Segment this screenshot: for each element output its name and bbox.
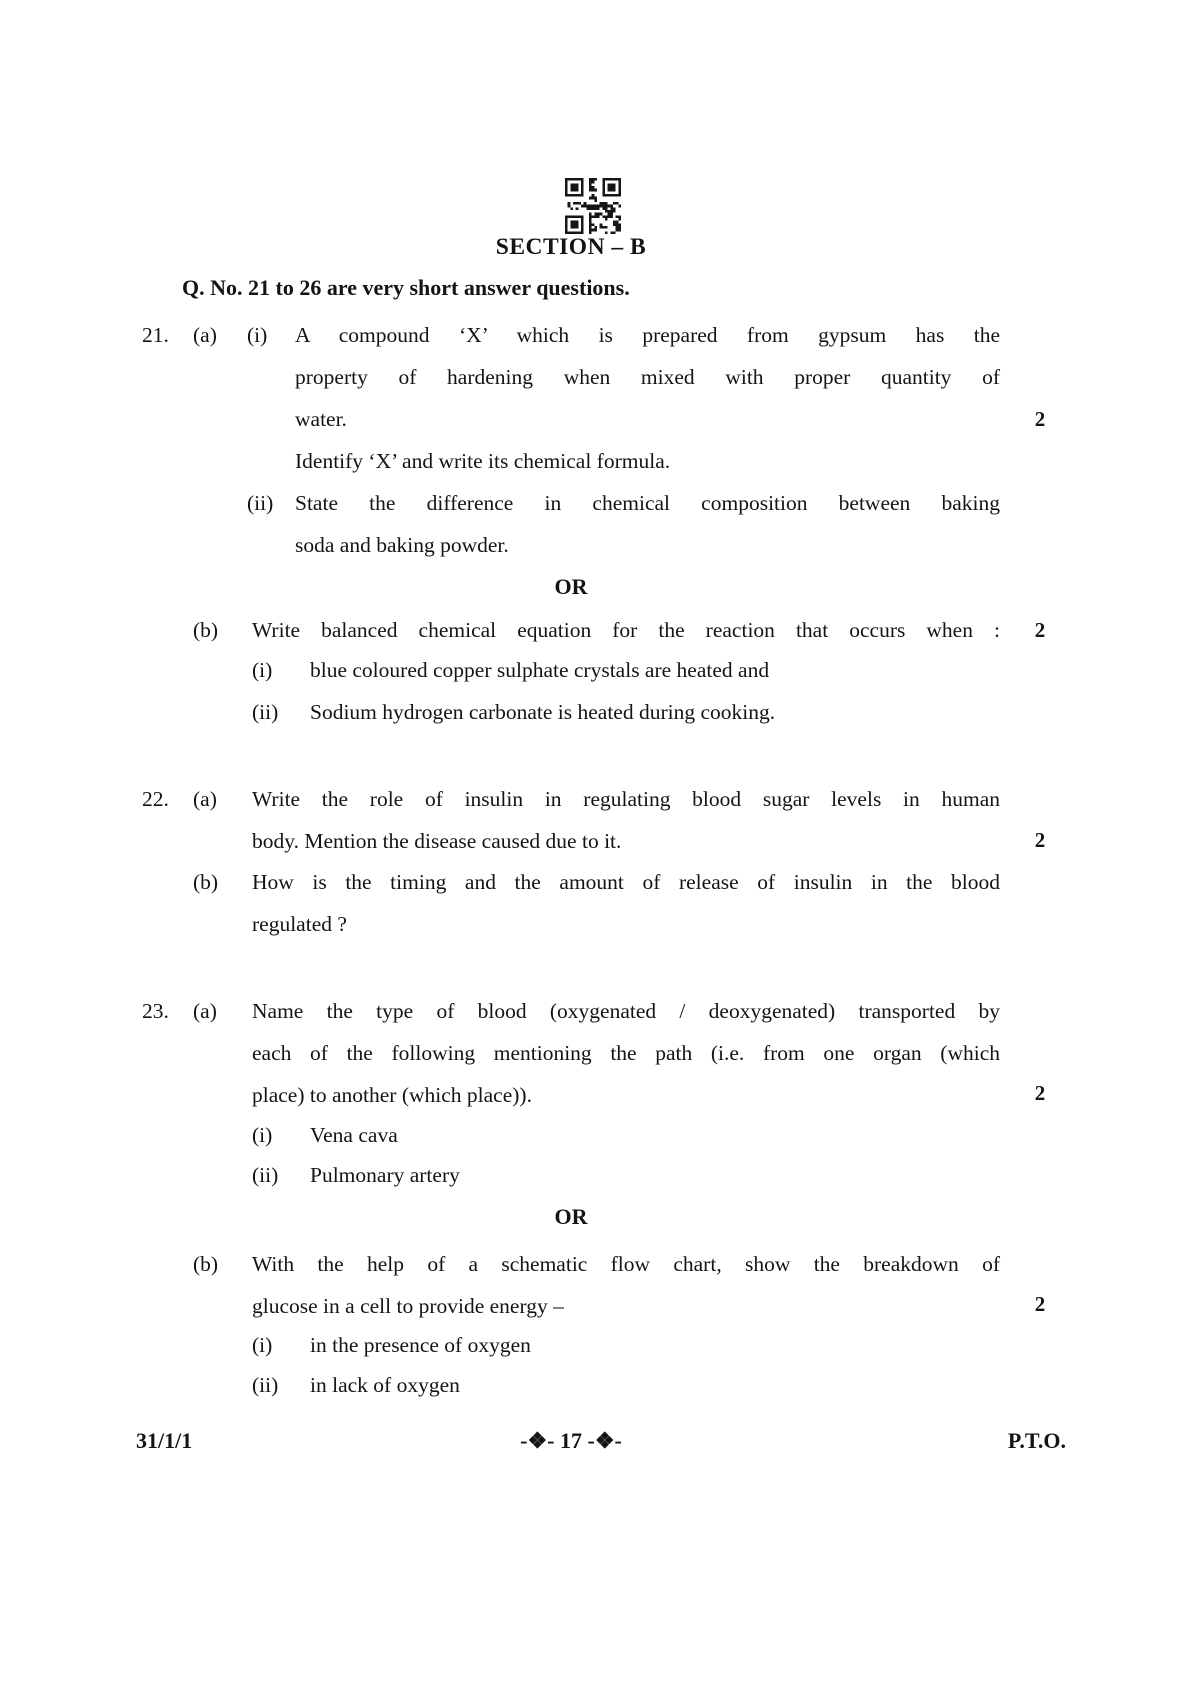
text-line: With the help of a schematic flow chart, show the breakdown of [252,1252,1000,1276]
text-line: How is the timing and the amount of release of insulin in the blood [252,870,1000,894]
q21-part-a-label: (a) [193,323,217,347]
q22-part-a-label: (a) [193,787,217,811]
or-separator-1: OR [554,574,588,599]
section-heading: SECTION – B [495,234,647,260]
or-separator-2: OR [554,1204,588,1229]
q21-b-text [252,609,1000,651]
text-line: State the difference in chemical composition between baking [295,491,1000,515]
q23-a-text [252,990,1000,1116]
q22-a-text [252,778,1000,862]
q21-a-marks: 2 [1034,407,1046,431]
q23-a-i-label: (i) [252,1123,273,1147]
q22-marks: 2 [1034,828,1046,852]
question-number-23: 23. [142,999,169,1023]
footer-paper-code: 31/1/1 [136,1428,193,1453]
q23-a-marks: 2 [1034,1081,1046,1105]
text-line: water. [295,407,347,431]
q23-b-ii-text: in lack of oxygen [310,1373,460,1397]
question-number-21: 21. [142,323,169,347]
q21-part-b-label: (b) [193,618,219,642]
q23-b-text [252,1243,1000,1327]
q21-b-i-text: blue coloured copper sulphate crystals are heated and [310,658,770,682]
q23-a-ii-text: Pulmonary artery [310,1163,460,1187]
q21-b-ii-label: (ii) [252,700,279,724]
text-line: place) to another (which place)). [252,1083,532,1107]
footer-ornament-right: -❖- [587,1428,622,1453]
text-line: glucose in a cell to provide energy – [252,1294,564,1318]
q21-a-ii-label: (ii) [247,491,274,515]
q23-a-ii-label: (ii) [252,1163,279,1187]
q21-a-i-text [295,314,1000,440]
q21-a-i-label: (i) [247,323,268,347]
footer-page-number-value: 17 [560,1428,582,1453]
q23-b-marks: 2 [1034,1292,1046,1316]
footer-ornament-left: -❖- [520,1428,555,1453]
text-line: Write balanced chemical equation for the reaction that occurs when : [252,618,1000,642]
footer-pto: P.T.O. [1007,1428,1066,1453]
q23-part-b-label: (b) [193,1252,219,1276]
text-line: regulated ? [252,912,347,936]
q22-part-b-label: (b) [193,870,219,894]
q23-a-i-text: Vena cava [310,1123,398,1147]
q23-b-ii-label: (ii) [252,1373,279,1397]
text-line: Write the role of insulin in regulating blood sugar levels in human [252,787,1000,811]
q23-b-i-text: in the presence of oxygen [310,1333,531,1357]
q21-b-i-label: (i) [252,658,273,682]
text-line: body. Mention the disease caused due to it. [252,829,622,853]
q21-b-marks: 2 [1034,618,1046,642]
text-line: property of hardening when mixed with proper quantity of [295,365,1000,389]
text-line: Name the type of blood (oxygenated / deoxygenated) transported by [252,999,1000,1023]
text-line: soda and baking powder. [295,533,509,557]
q23-b-i-label: (i) [252,1333,273,1357]
q21-a-i-followup: Identify ‘X’ and write its chemical formula. [295,449,671,473]
question-number-22: 22. [142,787,169,811]
footer-page-number [142,1420,1000,1462]
q21-a-ii-text [295,482,1000,566]
q21-b-ii-text: Sodium hydrogen carbonate is heated during cooking. [310,700,776,724]
q23-part-a-label: (a) [193,999,217,1023]
intro-note: Q. No. 21 to 26 are very short answer questions. [182,275,630,300]
text-line: each of the following mentioning the path (i.e. from one organ (which [252,1041,1000,1065]
text-line: A compound ‘X’ which is prepared from gypsum has the [295,323,1000,347]
q22-b-text [252,861,1000,945]
